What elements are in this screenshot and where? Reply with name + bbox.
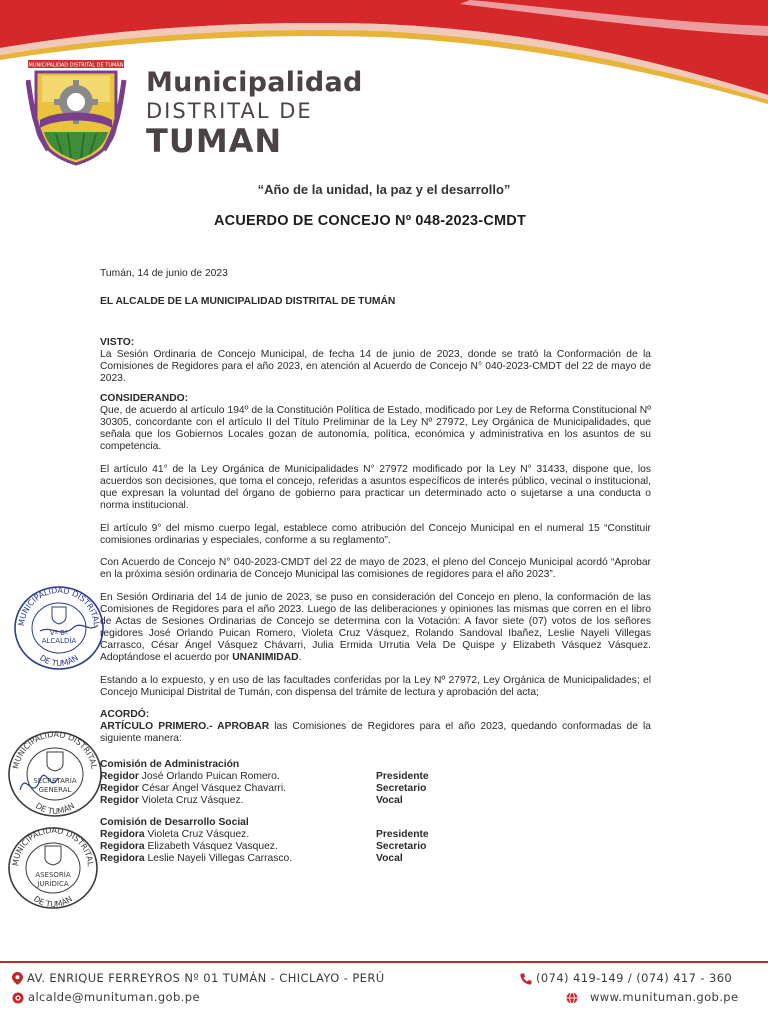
stamp-top-text: MUNICIPALIDAD DISTRITAL	[10, 826, 95, 867]
paragraph-5-end: .	[298, 651, 302, 663]
stamp-top-text: MUNICIPALIDAD DISTRITAL	[16, 585, 101, 627]
brand-line-1: Municipalidad	[146, 67, 363, 98]
phone-icon	[520, 973, 532, 985]
addressee: EL ALCALDE DE LA MUNICIPALIDAD DISTRITAL DE TUMÁN	[100, 295, 396, 307]
member-role: Vocal	[376, 852, 403, 864]
footer-email	[12, 990, 200, 1004]
svg-text:MUNICIPALIDAD DISTRITAL	[11, 730, 98, 770]
member-name: Elizabeth Vásquez Vasquez.	[144, 840, 278, 852]
acordo-heading: ACORDÓ:	[100, 709, 150, 721]
member-name: Violeta Cruz Vásquez.	[138, 794, 244, 806]
member-title: Regidor	[100, 783, 139, 794]
stamp-center-1: Vº Bº	[49, 629, 69, 637]
member-name-cell	[100, 795, 376, 807]
visto-heading: VISTO:	[100, 336, 135, 348]
document-date: Tumán, 14 de junio de 2023	[100, 268, 228, 279]
considerando-paragraph-2: El artículo 41° de la Ley Orgánica de Municipalidades N° 27972 modificado por la Ley N° 31433, dispone que, los acuerdos son decisiones, que toma el concejo, referidas a asuntos específicos de interés público, vecinal o institucional, que expresan la voluntad del órgano de gobierno para practicar un determinado acto o sujetarse a una conducta o norma institucional.	[100, 463, 651, 511]
document-title: ACUERDO DE CONCEJO Nº 048-2023-CMDT	[213, 213, 527, 229]
commission-title: Comisión de Administración	[100, 759, 240, 771]
paragraph-5-bold: UNANIMIDAD	[232, 651, 299, 663]
brand-line-2: DISTRITAL DE	[146, 99, 313, 123]
phone-text: (074) 419-149 / (074) 417 - 360	[536, 971, 733, 985]
member-name-cell	[100, 829, 376, 841]
commission-title: Comisión de Desarrollo Social	[100, 816, 249, 828]
globe-icon	[566, 992, 578, 1004]
member-title: Regidora	[100, 852, 145, 864]
brand-line-3: TUMAN	[146, 122, 283, 160]
stamp-center-1: ASESORÍA	[35, 871, 71, 879]
municipality-coat-of-arms-logo	[26, 50, 136, 168]
address-text: AV. ENRIQUE FERREYROS Nº 01 TUMÁN - CHICLAYO - PERÚ	[27, 971, 385, 985]
asesoria-juridica-stamp	[6, 826, 100, 910]
considerando-paragraph-4: Con Acuerdo de Concejo N° 040-2023-CMDT del 22 de mayo de 2023, el pleno del Concejo Municipal acordó “Aprobar en la próxima sesión ordinaria de Concejo Municipal las comisiones de regidores para el año 2023”.	[100, 557, 651, 581]
svg-text:MUNICIPALIDAD DISTRITAL DE TUM: MUNICIPALIDAD DISTRITAL DE TUMÁN	[28, 62, 124, 69]
stamp-top-text: MUNICIPALIDAD DISTRITAL	[11, 730, 99, 770]
stamp-center-2: JURÍDICA	[37, 880, 69, 888]
considerando-paragraph-5	[100, 592, 651, 663]
commission-member-row	[100, 829, 651, 841]
paragraph-5-text: En Sesión Ordinaria del 14 de junio de 2023, se puso en consideración del Concejo en pleno, la conformación de las Comisiones de Regidores para el año 2023. Luego de las deliberaciones y opiniones las mismas que corren en el libro de Actas de Sesiones Ordinarias de Concejo se determina con la Votación: A favor siete (07) votos de los señores regidores José Orlando Puican Romero, Violeta Cruz Vásquez, Rolando Sandoval Ibañez, Leslie Nayeli Villegas Carrasco, César Ángel Vásquez Chávarri, Julia Ermida Urrutia Vela De Quispe y Elizabeth Vásquez Vásquez. Adoptándose el acuerdo por	[100, 592, 651, 663]
footer-website	[566, 990, 738, 1004]
document-body	[100, 268, 651, 864]
commission-member-row	[100, 783, 651, 795]
visto-text: La Sesión Ordinaria de Concejo Municipal, de fecha 14 de junio de 2023, donde se trató la Conformación de la Comisiones de Regidores para el año 2023, en atención al Acuerdo de Concejo N° 040-2023-CMDT del 22 de mayo de 2023.	[100, 348, 651, 384]
year-motto: “Año de la unidad, la paz y el desarrollo”	[257, 182, 511, 197]
member-title: Regidor	[100, 771, 139, 783]
footer-divider	[0, 961, 768, 963]
considerando-paragraph-1: Que, de acuerdo al artículo 194º de la Constitución Política de Estado, modificado por Ley de Reforma Constitucional Nº 30305, concordante con el artículo II del Título Preliminar de la Ley Nº 27972, Ley Orgánica de Municipalidades, que señala que los Gobiernos Locales gozan de autonomía, política, económica y administrativa en los asuntos de su competencia.	[100, 405, 651, 453]
commission-member-row	[100, 795, 651, 807]
municipality-brand	[146, 68, 363, 158]
at-sign-icon	[12, 992, 24, 1004]
stamp-center-2: ALCALDÍA	[41, 637, 77, 645]
stamp-bottom-text: DE TUMÁN	[37, 653, 81, 669]
commission-member-row	[100, 841, 651, 853]
location-pin-icon	[12, 972, 23, 985]
stamp-bottom-text: DE TUMÁN	[33, 801, 77, 817]
secretaria-general-stamp	[6, 730, 104, 818]
member-name-cell	[100, 853, 376, 865]
member-role: Vocal	[376, 794, 403, 806]
svg-text:DE TUMÁN	[38, 653, 80, 668]
member-role: Presidente	[376, 828, 429, 840]
member-name-cell	[100, 771, 376, 783]
member-name: José Orlando Puican Romero.	[138, 771, 280, 783]
member-name-cell	[100, 783, 376, 795]
alcaldia-stamp	[12, 585, 106, 671]
svg-text:DE TUMÁN	[32, 894, 74, 909]
member-name-cell	[100, 841, 376, 853]
considerando-paragraph-3: El artículo 9° del mismo cuerpo legal, establece como atribución del Concejo Municipal en el numeral 15 “Constituir comisiones ordinarias y especiales, conforme a su reglamento”.	[100, 522, 651, 546]
member-title: Regidora	[100, 840, 145, 852]
member-role: Secretario	[376, 840, 427, 852]
article-primero	[100, 721, 651, 745]
member-name: Leslie Nayeli Villegas Carrasco.	[144, 852, 293, 864]
svg-text:MUNICIPALIDAD DISTRITAL	[11, 826, 95, 867]
footer-phone	[520, 971, 732, 985]
member-role: Secretario	[376, 783, 427, 794]
website-link[interactable]: www.munituman.gob.pe	[590, 990, 739, 1004]
member-name: César Ángel Vásquez Chavarri.	[138, 783, 286, 794]
member-title: Regidor	[100, 794, 139, 806]
member-role: Presidente	[376, 771, 429, 783]
commission-member-row	[100, 853, 651, 865]
article-text: las Comisiones de Regidores para el año 2023, quedando conformadas de la siguiente manera:	[100, 721, 651, 745]
footer-address	[12, 971, 385, 985]
email-link[interactable]: alcalde@munituman.gob.pe	[28, 990, 200, 1004]
considerando-heading: CONSIDERANDO:	[100, 393, 189, 405]
member-name: Violeta Cruz Vásquez.	[144, 828, 250, 840]
commission-member-row	[100, 771, 651, 783]
considerando-paragraph-6: Estando a lo expuesto, y en uso de las facultades conferidas por la Ley Nº 27972, Ley Orgánica de Municipalidades; el Concejo Municipal Distrital de Tumán, con dispensa del trámite de lectura y aprobación del acta;	[100, 674, 651, 698]
article-label: ARTÍCULO PRIMERO.- APROBAR	[100, 721, 270, 733]
stamp-center-2: GENERAL	[38, 786, 72, 794]
stamp-center-1: SECRETARÍA	[33, 777, 77, 785]
stamp-bottom-text: DE TUMÁN	[31, 894, 75, 910]
member-title: Regidora	[100, 828, 145, 840]
